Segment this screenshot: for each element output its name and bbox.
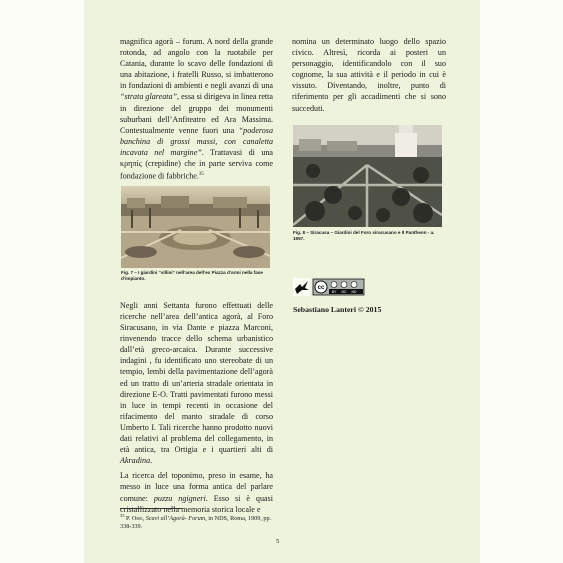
nc-icon bbox=[341, 282, 347, 288]
figure-7-photo bbox=[121, 186, 270, 268]
left-paragraph-3: La ricerca del toponimo, preso in esame, ha messo in luce una forma antica del parlare comune: puzzu ngigneri. Esso si è quasi cristallizzato nella memoria storica locale e bbox=[120, 471, 273, 514]
foro-photo-image bbox=[293, 125, 442, 227]
svg-text:BY: BY bbox=[331, 290, 337, 294]
figure-8-caption: Fig. 8 – Siracusa – Giardini del Foro siracusano e Il Pantheon - a. 1957. bbox=[293, 230, 435, 241]
right-column bbox=[292, 36, 446, 118]
svg-text:NC: NC bbox=[341, 290, 347, 294]
nd-icon bbox=[351, 282, 357, 288]
figure-8-photo bbox=[293, 125, 442, 227]
footnote-35: $^{35}$ P. Orsi, Scavi all’Agorà- Forum, in NDS, Roma, 1909, pp. 338-339. bbox=[120, 513, 272, 531]
page-number: 5 bbox=[276, 538, 280, 545]
figure-7-caption: Fig. 7 – I giardini “villini” nell’area dell’ex Piazza d’armi nella fase d’impianto. bbox=[121, 270, 263, 281]
footnote-divider bbox=[120, 508, 182, 509]
left-paragraph-2: Negli anni Settanta furono effettuati delle ricerche nell’area dell’antica agorà, al Foro Siracusano, in via Dante e piazza Marconi, rinvenendo tracce dello schema urbanistico dall’età greco-arcaica. Durante successive indagini , fu identificato uno stereobate di un tempio, lembi della pavimentazione dell’agorà ed un tratto di un’arteria stradale orientata in direzione E-O. Tratti pavimentati furono messi in luce in tempi recenti in occasione del rifacimento del manto stradale di corso Umberto I. Tali ricerche hanno prodotto nuovi dati relativi al problema del collegamento, in età antica, tra Ortigia e i quartieri alti di Akradina. bbox=[120, 300, 273, 466]
right-paragraph-1: nomina un determinato luogo dello spazio civico. Altresì, ricorda ai posteri un personaggio, identificandolo con il suo cognome, la sua attività e il periodo in cui è vissuto. Diventando, inoltre, punto di riferimento per gli accadimenti che si sono succeduti. bbox=[292, 37, 446, 113]
left-paragraph-1: magnifica agorà – forum. A nord della grande rotonda, ad angolo con la ruotabile per Catania, durante lo scavo delle fondazioni di una abitazione, i fratelli Russo, si imbatterono in fondazioni di ambienti e negli avanzi di una “strata glareata”, essa si dirigeva in linea retta in direzione del gruppo dei monumenti suburbani dell’Anfiteatro ed Ara Massima. Contestualmente venne fuori una “poderosa banchina di grossi massi, con canaletta incavata nel margine”. Trattavasi di una κρηπίς (crepidine) che in parte serviva come fondazione di fabbriche.$^{35}$ bbox=[120, 37, 274, 181]
license-block bbox=[293, 278, 365, 301]
garden-photo-image bbox=[121, 186, 270, 268]
svg-text:ND: ND bbox=[351, 290, 357, 294]
license-icons bbox=[293, 278, 365, 296]
author-copyright: Sebastiano Lanteri © 2015 bbox=[293, 305, 382, 314]
footnote-ref-35[interactable]: 35 bbox=[198, 172, 204, 178]
svg-text:cc: cc bbox=[317, 285, 325, 291]
by-icon bbox=[331, 282, 337, 288]
